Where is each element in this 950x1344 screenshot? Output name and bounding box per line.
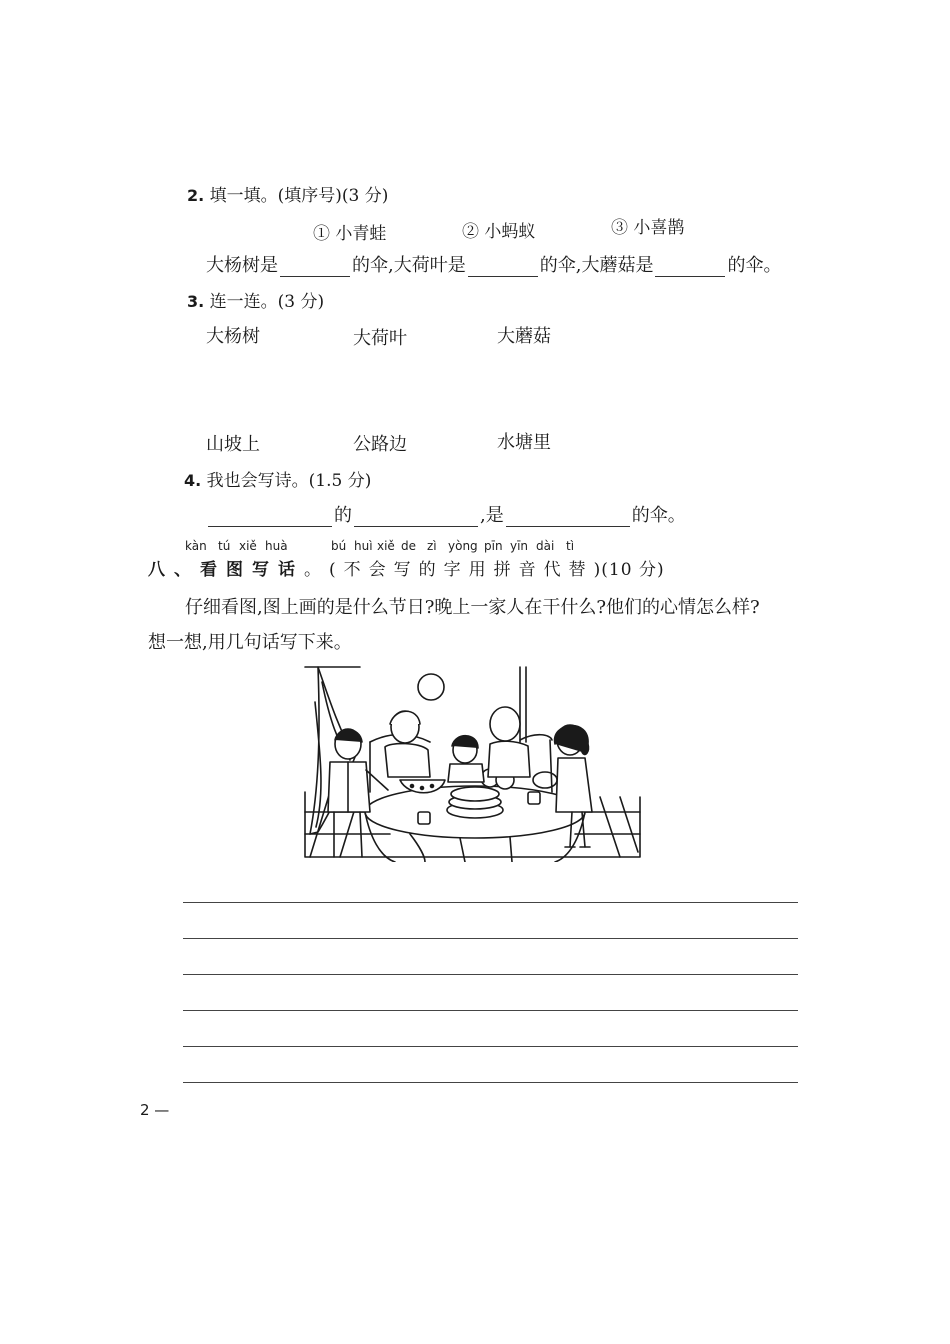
writing-line-4[interactable] xyxy=(183,1010,798,1011)
q3-bottom-word-2[interactable]: 公路边 xyxy=(353,434,407,455)
pinyin-ti: tì xyxy=(566,539,575,553)
q3-top-word-2[interactable]: 大荷叶 xyxy=(353,328,407,349)
q4-part-2: ,是 xyxy=(480,505,504,526)
writing-line-1[interactable] xyxy=(183,902,798,903)
q4-blank-1[interactable] xyxy=(208,506,332,527)
pinyin-de: de xyxy=(401,539,416,553)
q3-number: 3. xyxy=(187,292,205,311)
q2-blank-3[interactable] xyxy=(655,256,725,277)
section8-number: 八、 xyxy=(148,560,200,580)
q2-title-text: 填一填。(填序号)(3 分) xyxy=(209,186,389,206)
q4-sentence xyxy=(206,501,686,527)
q4-part-1: 的 xyxy=(334,505,352,526)
note-char-9: 代 xyxy=(543,560,569,580)
section8-title xyxy=(148,555,665,580)
note-char-6: 用 xyxy=(468,560,494,580)
q2-part-2: 的伞,大荷叶是 xyxy=(352,255,466,276)
q3-top-word-1[interactable]: 大杨树 xyxy=(206,326,260,347)
pinyin-xie: xiě xyxy=(239,539,257,553)
pinyin-yin: yīn xyxy=(510,539,529,553)
pinyin-bu: bú xyxy=(331,539,347,553)
q4-blank-2[interactable] xyxy=(354,506,478,527)
q2-blank-1[interactable] xyxy=(280,256,350,277)
note-char-3: 写 xyxy=(393,560,419,580)
writing-line-2[interactable] xyxy=(183,938,798,939)
q2-number: 2. xyxy=(187,186,205,205)
q2-part-1: 大杨树是 xyxy=(206,255,278,276)
pinyin-hua: huà xyxy=(265,539,288,553)
q4-title xyxy=(184,466,371,491)
q2-part-3: 的伞,大蘑菇是 xyxy=(539,255,654,276)
pinyin-hui: huì xyxy=(354,539,373,553)
pinyin-zi: zì xyxy=(427,539,437,553)
title-char-2: 图 xyxy=(226,560,252,580)
note-char-2: 会 xyxy=(368,560,394,580)
q4-part-3: 的伞。 xyxy=(631,505,686,526)
q4-number: 4. xyxy=(184,471,202,490)
writing-line-5[interactable] xyxy=(183,1046,798,1047)
pinyin-kan: kàn xyxy=(185,539,207,553)
section8-score: )(10 分) xyxy=(593,560,665,580)
pinyin-dai: dài xyxy=(536,539,555,553)
note-char-10: 替 xyxy=(568,560,594,580)
q2-sentence xyxy=(206,251,781,277)
instruction-line-2: 想一想,用几句话写下来。 xyxy=(148,632,352,653)
note-char-1: 不 xyxy=(343,560,369,580)
note-char-4: 的 xyxy=(418,560,444,580)
title-char-1: 看 xyxy=(200,560,226,580)
writing-line-6[interactable] xyxy=(183,1082,798,1083)
writing-line-3[interactable] xyxy=(183,974,798,975)
pinyin-xie2: xiě xyxy=(377,539,395,553)
q2-option-3: ③ 小喜鹊 xyxy=(611,218,685,238)
q2-option-1: ① 小青蛙 xyxy=(313,224,387,244)
note-char-8: 音 xyxy=(518,560,544,580)
q2-blank-2[interactable] xyxy=(468,256,538,277)
q3-top-word-3[interactable]: 大蘑菇 xyxy=(497,326,551,347)
pinyin-tu: tú xyxy=(218,539,231,553)
instruction-line-1: 仔细看图,图上画的是什么节日?晚上一家人在干什么?他们的心情怎么样? xyxy=(185,597,760,618)
q2-option-2: ② 小蚂蚁 xyxy=(462,222,536,242)
family-festival-illustration xyxy=(300,662,645,862)
note-char-5: 字 xyxy=(443,560,469,580)
q3-title-text: 连一连。(3 分) xyxy=(209,292,325,312)
q4-title-text: 我也会写诗。(1.5 分) xyxy=(206,471,372,491)
title-paren-open: 。( xyxy=(304,560,344,580)
q3-bottom-word-3[interactable]: 水塘里 xyxy=(497,432,551,453)
q2-title xyxy=(187,181,388,206)
title-char-4: 话 xyxy=(278,560,304,580)
q2-part-4: 的伞。 xyxy=(727,255,782,276)
title-char-3: 写 xyxy=(252,560,278,580)
note-char-7: 拼 xyxy=(493,560,519,580)
pinyin-pin: pīn xyxy=(484,539,503,553)
q3-bottom-word-1[interactable]: 山坡上 xyxy=(206,434,260,455)
pinyin-yong: yòng xyxy=(448,539,478,553)
q3-title xyxy=(187,287,324,312)
q4-blank-3[interactable] xyxy=(506,506,630,527)
page-number: 2 — xyxy=(140,1101,170,1119)
